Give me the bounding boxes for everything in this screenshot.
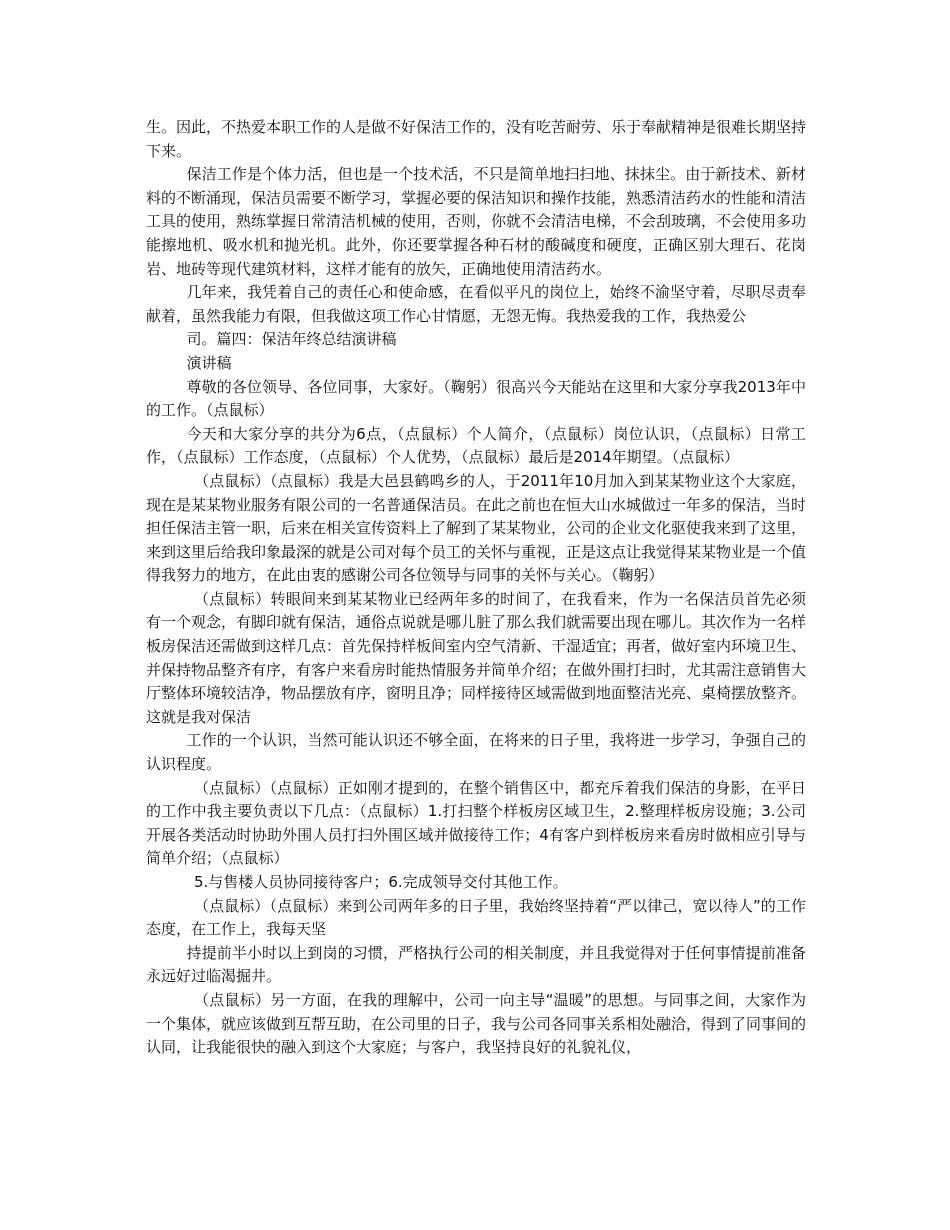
paragraph-continuation: 生。因此，不热爱本职工作的人是做不好保洁工作的，没有吃苦耐劳、乐于奉献精神是很难长期坚持下来。 [146,118,807,160]
paragraph-daily-work: （点鼠标）（点鼠标）正如刚才提到的，在整个销售区中，都充斥着我们保洁的身影，在平日的工作中我主要负责以下几点：（点鼠标）1.打扫整个样板房区域卫生，2.整理样板房设施；3.公司开展各类活动时协助外围人员打扫外围区域并做接待工作；4有客户到样板房来看房时做相应引导与简单介绍；（点鼠标） [146,778,806,868]
paragraph-dedication: 几年来，我凭着自己的责任心和使命感，在看似平凡的岗位上，始终不渝坚守着，尽职尽责奉献着，虽然我能力有限，但我做这项工作心甘情愿，无怨无悔。我热爱我的工作，我热爱公 [146,283,806,325]
paragraph-daily-work-continued: 5.与售楼人员协同接待客户；6.完成领导交付其他工作。 [194,873,568,891]
paragraph-team-relations: （点鼠标）另一方面，在我的理解中，公司一向主导“温暖”的思想。与同事之间，大家作为一个集体，就应该做到互帮互助，在公司里的日子，我与公司各同事关系相处融洽，得到了同事间的认同，让我能很快的融入到这个大家庭；与客户，我坚持良好的礼貌礼仪， [146,990,807,1057]
section-heading-part-four: 司。篇四：保洁年终总结演讲稿 [186,330,397,349]
paragraph-greeting: 尊敬的各位领导、各位同事，大家好。（鞠躬）很高兴今天能站在这里和大家分享我2013年中的工作。（点鼠标） [146,377,806,420]
paragraph-outline: 今天和大家分享的共分为6点，（点鼠标）个人简介，（点鼠标）岗位认识，（点鼠标）日常工作，（点鼠标）工作态度，（点鼠标）个人优势，（点鼠标）最后是2014年期望。（点鼠标） [146,424,806,467]
speech-title: 演讲稿 [186,353,232,372]
document-page [146,116,806,1060]
paragraph-understanding-continued: 工作的一个认识，当然可能认识还不够全面，在将来的日子里，我将进一步学习，争强自己的认识程度。 [146,731,806,774]
paragraph-skills: 保洁工作是个体力活，但也是一个技术活，不只是简单地扫扫地、抹抹尘。由于新技术、新材料的不断涌现，保洁员需要不断学习，掌握必要的保洁知识和操作技能，熟悉清洁药水的性能和清洁工具的使用，熟练掌握日常清洁机械的使用，否则，你就不会清洁电梯，不会刮玻璃，不会使用多功能擦地机、吸水机和抛光机。此外，你还要掌握各种石材的酸碱度和硬度，正确区别大理石、花岗岩、地砖等现代建筑材料，这样才能有的放矢，正确地使用清洁药水。 [146,165,807,278]
paragraph-work-attitude-continued: 持提前半小时以上到岗的习惯，严格执行公司的相关制度，并且我觉得对于任何事情提前准备永远好过临渴掘井。 [146,943,806,986]
paragraph-introduction: （点鼠标）（点鼠标）我是大邑县鹤鸣乡的人，于2011年10月加入到某某物业这个大家庭，现在是某某物业服务有限公司的一名普通保洁员。在此之前也在恒大山水城做过一年多的保洁，当时担任保洁主管一职，后来在相关宣传资料上了解到了某某物业，公司的企业文化驱使我来到了这里，来到这里后给我印象最深的就是公司对每个员工的关怀与重视，正是这点让我觉得某某物业是一个值得我努力的地方，在此由衷的感谢公司各位领导与同事的关怀与关心。（鞠躬） [146,471,807,585]
paragraph-work-attitude: （点鼠标）（点鼠标）来到公司两年多的日子里，我始终坚持着“严以律己，宽以待人”的工作态度，在工作上，我每天坚 [146,896,806,939]
paragraph-job-understanding: （点鼠标）转眼间来到某某物业已经两年多的时间了，在我看来，作为一名保洁员首先必须有一个观念，有脚印就有保洁，通俗点说就是哪儿脏了那么我们就需要出现在哪儿。其次作为一名样板房保洁还需做到这样几点：首先保持样板间室内空气清新、干湿适宜；再者，做好室内环境卫生、并保持物品整齐有序，有客户来看房时能热情服务并简单介绍；在做外围打扫时，尤其需注意销售大厅整体环境较洁净，物品摆放有序，窗明且净；同样接待区域需做到地面整洁光亮、桌椅摆放整齐。这就是我对保洁 [146,589,807,726]
